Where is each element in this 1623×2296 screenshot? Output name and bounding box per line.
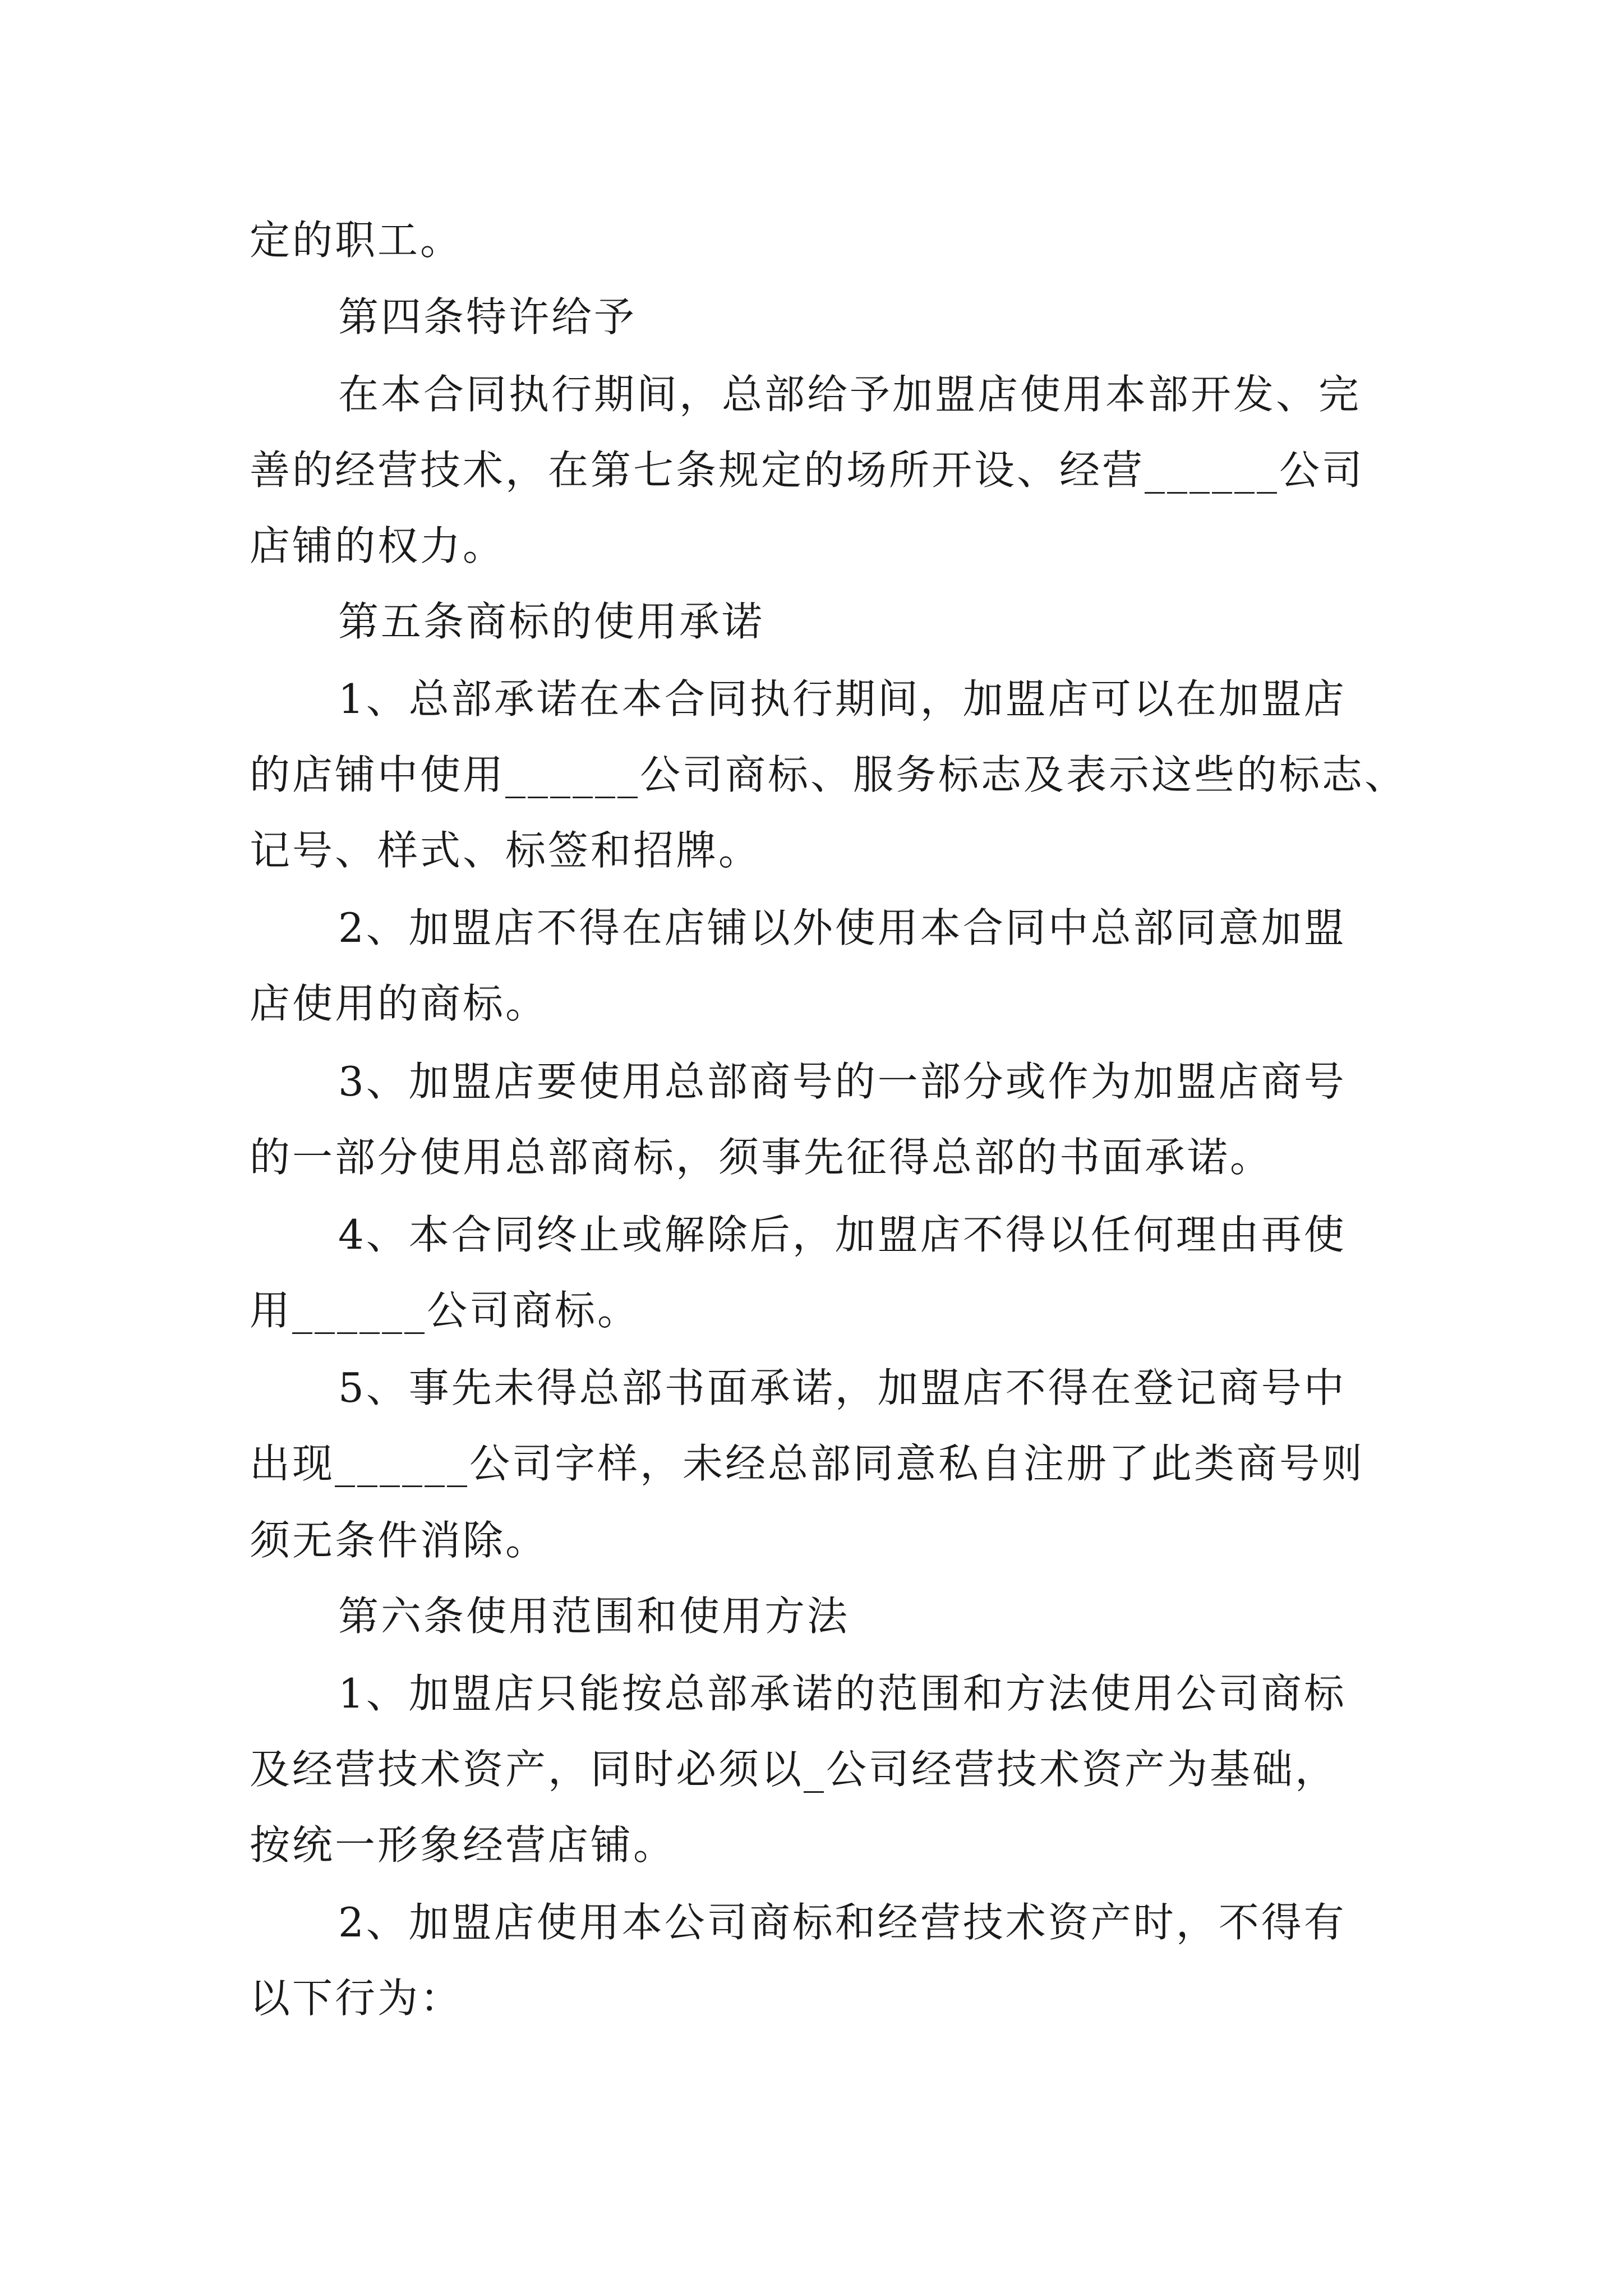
text-line: 须无条件消除。 bbox=[250, 1517, 548, 1564]
text-line: 及经营技术资产，同时必须以_公司经营技术资产为基础， bbox=[250, 1746, 1338, 1793]
text-line: 1、总部承诺在本合同执行期间，加盟店可以在加盟店 bbox=[338, 675, 1347, 723]
text-line: 善的经营技术，在第七条规定的场所开设、经营______公司 bbox=[250, 447, 1365, 494]
text-line: 出现______公司字样，未经总部同意私自注册了此类商号则 bbox=[250, 1440, 1365, 1487]
text-line: 按统一形象经营店铺。 bbox=[250, 1821, 676, 1869]
text-line: 的店铺中使用______公司商标、服务标志及表示这些的标志、 bbox=[250, 751, 1408, 798]
text-line: 2、加盟店不得在店铺以外使用本合同中总部同意加盟 bbox=[338, 904, 1347, 951]
text-line: 用______公司商标。 bbox=[250, 1287, 640, 1334]
article-heading: 第五条商标的使用承诺 bbox=[338, 598, 765, 645]
text-line: 以下行为： bbox=[250, 1975, 463, 2022]
text-line: 的一部分使用总部商标，须事先征得总部的书面承诺。 bbox=[250, 1134, 1273, 1181]
article-heading: 第六条使用范围和使用方法 bbox=[338, 1593, 850, 1640]
text-line: 3、加盟店要使用总部商号的一部分或作为加盟店商号 bbox=[338, 1058, 1347, 1105]
text-line: 2、加盟店使用本公司商标和经营技术资产时，不得有 bbox=[338, 1899, 1347, 1946]
article-heading: 第四条特许给予 bbox=[338, 293, 637, 341]
text-line: 4、本合同终止或解除后，加盟店不得以任何理由再使 bbox=[338, 1211, 1347, 1258]
text-line: 在本合同执行期间，总部给予加盟店使用本部开发、完 bbox=[338, 371, 1362, 418]
text-line: 5、事先未得总部书面承诺，加盟店不得在登记商号中 bbox=[338, 1364, 1347, 1411]
text-line: 店铺的权力。 bbox=[250, 522, 506, 569]
text-line: 1、加盟店只能按总部承诺的范围和方法使用公司商标 bbox=[338, 1670, 1347, 1717]
text-line: 店使用的商标。 bbox=[250, 980, 548, 1027]
text-line: 记号、样式、标签和招牌。 bbox=[250, 827, 762, 874]
text-line: 定的职工。 bbox=[250, 217, 463, 264]
